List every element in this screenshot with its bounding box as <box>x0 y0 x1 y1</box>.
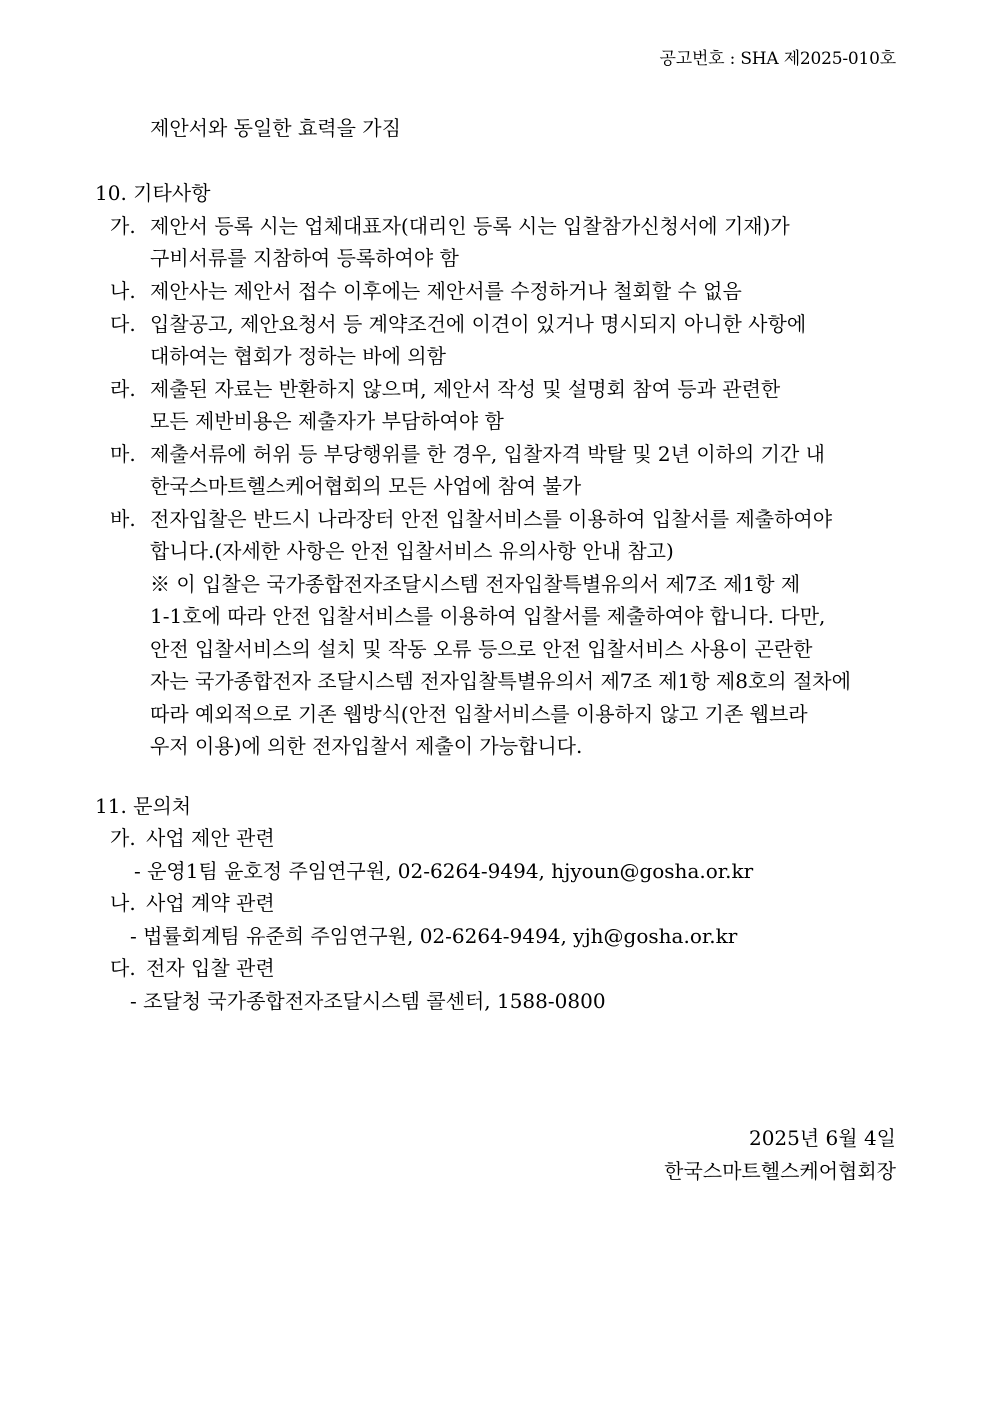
item-label: 사업 제안 관련 <box>146 826 275 850</box>
section-10-item-ga <box>110 212 900 240</box>
item-mark: 마. <box>110 442 136 466</box>
item-text: 입찰공고, 제안요청서 등 계약조건에 이견이 있거나 명시되지 아니한 사항에 <box>150 312 807 336</box>
section-10-title: 10. 기타사항 <box>95 181 211 205</box>
section-10-item-da <box>110 310 806 338</box>
notice-number: 공고번호 : SHA 제2025-010호 <box>659 49 896 69</box>
item-mark: 가. <box>110 214 136 238</box>
note-line: 따라 예외적으로 기존 웹방식(안전 입찰서비스를 이용하지 않고 기존 웹브라 <box>150 702 808 726</box>
item-mark: 바. <box>110 507 136 531</box>
section-10-item-ga-cont: 구비서류를 지참하여 등록하여야 함 <box>150 246 459 270</box>
note-line: 자는 국가종합전자 조달시스템 전자입찰특별유의서 제7조 제1항 제8호의 절차에 <box>150 669 851 693</box>
item-text: 전자입찰은 반드시 나라장터 안전 입찰서비스를 이용하여 입찰서를 제출하여야 <box>150 507 833 531</box>
item-text: 제출된 자료는 반환하지 않으며, 제안서 작성 및 설명회 참여 등과 관련한 <box>150 377 781 401</box>
item-mark: 라. <box>110 377 136 401</box>
note-line: 1-1호에 따라 안전 입찰서비스를 이용하여 입찰서를 제출하여야 합니다. 다만, <box>150 604 826 628</box>
item-mark: 다. <box>110 956 136 980</box>
contact-line-contract: - 법률회계팀 유준희 주임연구원, 02-6264-9494, yjh@gosha.or.kr <box>130 924 738 948</box>
section-10-item-ra <box>110 375 780 403</box>
item-text: 제안서 등록 시는 업체대표자(대리인 등록 시는 입찰참가신청서에 기재)가 <box>150 214 790 238</box>
item-mark: 가. <box>110 826 136 850</box>
item-mark: 다. <box>110 312 136 336</box>
contact-line-bidding: - 조달청 국가종합전자조달시스템 콜센터, 1588-0800 <box>130 989 606 1013</box>
signatory: 한국스마트헬스케어협회장 <box>664 1159 896 1183</box>
section-11-title: 11. 문의처 <box>95 794 192 818</box>
note-line: 안전 입찰서비스의 설치 및 작동 오류 등으로 안전 입찰서비스 사용이 곤란한 <box>150 637 813 661</box>
item-text: 제출서류에 허위 등 부당행위를 한 경우, 입찰자격 박탈 및 2년 이하의 기간 내 <box>150 442 825 466</box>
note-line: 우저 이용)에 의한 전자입찰서 제출이 가능합니다. <box>150 734 583 758</box>
item-mark: 나. <box>110 279 136 303</box>
item-text: 제안사는 제안서 접수 이후에는 제안서를 수정하거나 철회할 수 없음 <box>150 279 742 303</box>
section-11-item-ga <box>110 824 275 852</box>
item-mark: 나. <box>110 891 136 915</box>
section-10-item-ma <box>110 440 825 468</box>
section-10-item-ba-cont: 합니다.(자세한 사항은 안전 입찰서비스 유의사항 안내 참고) <box>150 539 674 563</box>
item-label: 사업 계약 관련 <box>146 891 275 915</box>
section-10-item-da-cont: 대하여는 협회가 정하는 바에 의함 <box>150 344 446 368</box>
contact-line-proposal: - 운영1팀 윤호정 주임연구원, 02-6264-9494, hjyoun@gosha.or.kr <box>134 859 754 883</box>
section-10-item-ba <box>110 505 832 533</box>
section-10-item-ma-cont: 한국스마트헬스케어협회의 모든 사업에 참여 불가 <box>150 474 582 498</box>
section-10-item-ra-cont: 모든 제반비용은 제출자가 부담하여야 함 <box>150 409 504 433</box>
item-label: 전자 입찰 관련 <box>146 956 275 980</box>
issue-date: 2025년 6월 4일 <box>748 1126 896 1150</box>
continuation-text: 제안서와 동일한 효력을 가짐 <box>150 116 401 140</box>
note-line: ※ 이 입찰은 국가종합전자조달시스템 전자입찰특별유의서 제7조 제1항 제 <box>150 572 801 596</box>
section-11-item-da <box>110 954 275 982</box>
section-10-item-na <box>110 277 742 305</box>
section-11-item-na <box>110 889 275 917</box>
